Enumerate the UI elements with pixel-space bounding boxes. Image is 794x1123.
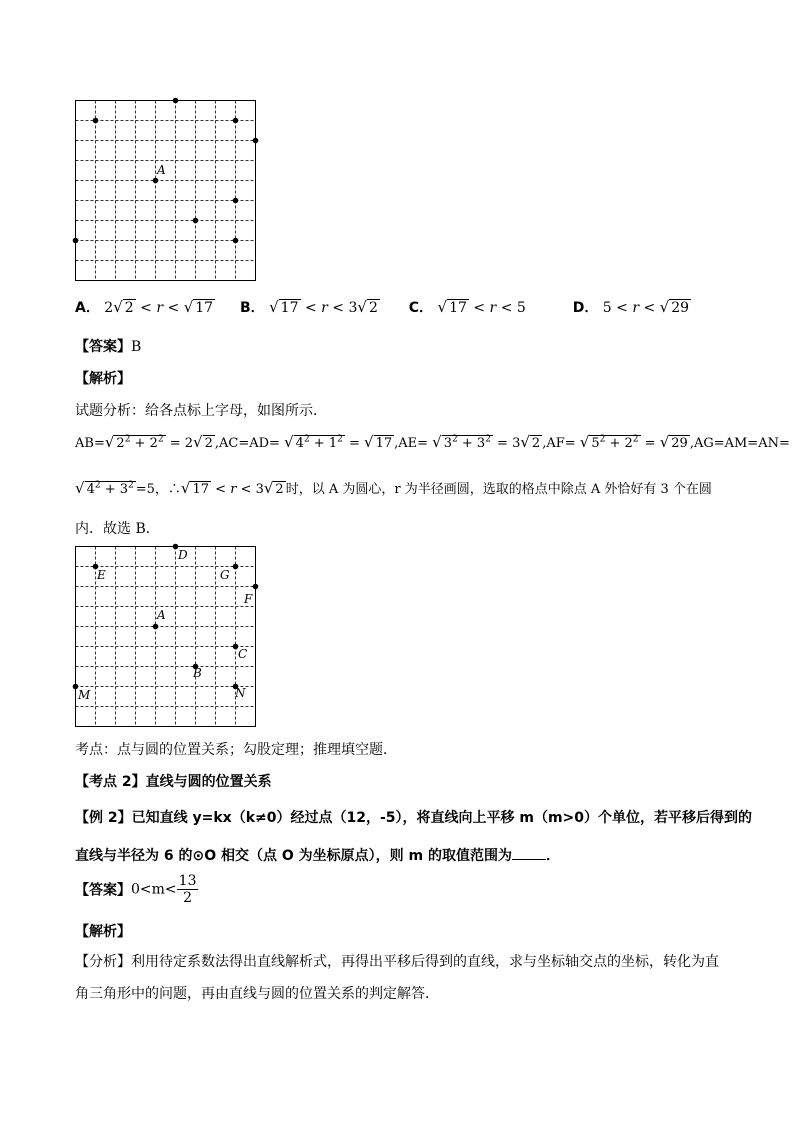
ae-prefix: ,AE= [394,436,429,451]
grid-border [76,101,256,281]
option-C-formula: √ 17 < r < 5 [437,298,526,316]
grid-lines [76,101,256,281]
label-E: E [97,568,106,582]
answer2-tag: 【答案】 [75,882,131,899]
af-prefix: ,AF= [542,436,576,451]
example-line2 [75,845,560,865]
analysis2-tag: 【解析】 [75,924,131,940]
answer2-line [75,873,198,906]
analysis-intro: 试题分析：给各点标上字母，如图所示． [75,403,327,419]
lattice-figure-1 [70,95,270,285]
lattice-point [253,584,259,590]
lattice-point [153,178,159,184]
lattice-point [153,624,159,630]
lattice-point [73,238,79,244]
section-heading: 【考点 2】直线与圆的位置关系 [75,774,272,790]
line2-tail: =5，∴ [135,482,181,497]
lattice-point [233,198,239,204]
fenxi-line2: 角三角形中的问题，再由直线与圆的位置关系的判定解答． [75,986,439,1002]
fraction-denominator: 2 [183,890,193,906]
option-D-label: D． [572,300,599,316]
lattice-point [193,218,199,224]
label-C: C [238,647,248,661]
label-M: M [78,688,91,702]
example-text-2: 直线与半径为 6 的⊙O 相交（点 O 为坐标原点），则 m 的取值范围为 [75,848,512,864]
lattice-point [233,238,239,244]
option-A-formula: 2√ 2 < r < √ 17 [104,298,214,316]
lattice-point [173,98,179,104]
analysis-calc-line: AB=√ $2^2 + 2^2 = 2√$ 2 ,AC=AD= √ $4^2 + 1^2$ = √ 17 ,AE= √ $3^2 + 3^2 = 3√$ 2 ,AF= √ $5^2 + 2^2$ = √ 29 ,AG=AM=AN= [75,433,790,451]
label-G: G [220,568,230,582]
option-D-formula: 5 < r < √ 29 [602,298,690,316]
answer-value: B [131,339,142,355]
ab-prefix: AB= [75,436,105,451]
option-A-label: A． [75,300,100,316]
label-B: B [193,666,202,680]
label-D: D [178,548,188,562]
example-end: ． [545,848,560,864]
analysis-tag: 【解析】 [75,371,131,387]
label-N: N [235,686,246,700]
lattice-point [233,118,239,124]
option-C-label: C． [408,300,434,316]
analysis-line2: √ $4^2 + 3^2 =5$，∴√ 17 < r < 3√ 2 时，以 A 为圆心，r 为半径画圆，选取的格点中除点 A 外恰好有 3 个在圆 [75,479,712,497]
lattice-point [93,118,99,124]
answer2-prefix: 0<m< [131,881,177,898]
answer-blank [512,847,546,860]
example-tag: 【例 2】 [75,810,132,826]
ag-prefix: ,AG=AM=AN= [689,436,790,451]
option-row [75,297,691,317]
option-B-formula: √ 17 < r < 3√ 2 [269,298,378,316]
line2-end: 时，以 A 为圆心，r 为半径画圆，选取的格点中除点 A 外恰好有 3 个在圆 [285,482,712,497]
kaodian-note: 考点：点与圆的位置关系；勾股定理；推理填空题． [75,742,397,758]
label-F: F [244,592,253,606]
answer-line [75,336,141,356]
lattice-figure-2 [70,541,270,731]
answer2-fraction [177,873,199,906]
fenxi-line1: 【分析】利用待定系数法得出直线解析式，再得出平移后得到的直线，求与坐标轴交点的坐标，转化为直 [75,954,719,970]
example-line1 [75,807,752,827]
label-point-A: A [157,163,166,177]
example-text-1: 已知直线 y=kx（k≠0）经过点（12，-5），将直线向上平移 m（m>0）个单位，若平移后得到的 [131,810,753,826]
answer-tag: 【答案】 [75,339,131,355]
lattice-point [253,138,259,144]
analysis-line3: 内．故选 B． [75,521,160,537]
option-B-label: B． [239,300,265,316]
fraction-numerator: 13 [178,873,197,889]
label-A: A [157,608,166,622]
lattice-point [233,564,239,570]
ac-prefix: ,AC=AD= [214,436,280,451]
